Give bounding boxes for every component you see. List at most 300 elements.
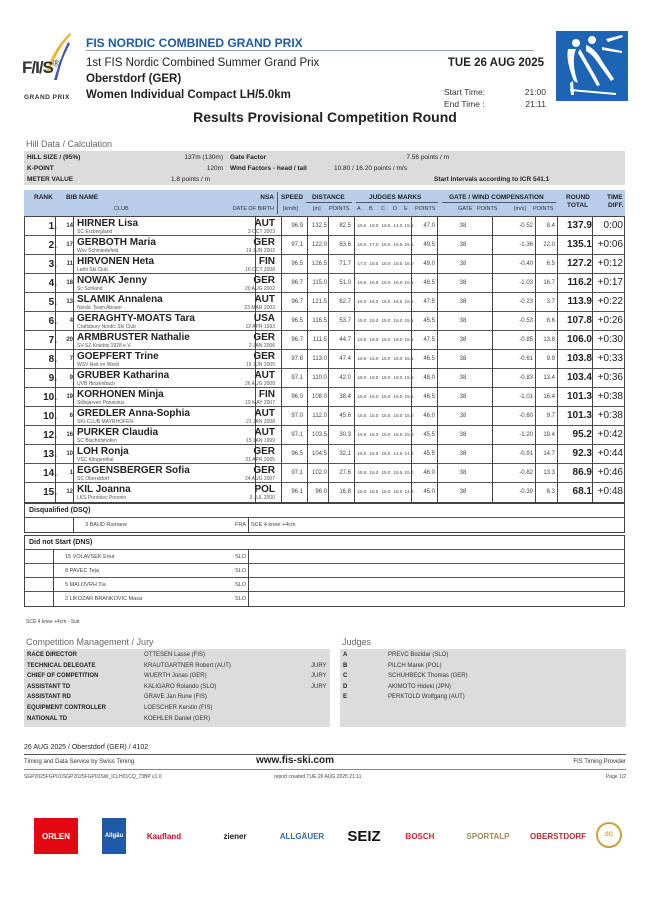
dsq-reason: SCE 4 knee +4cm — [251, 522, 296, 528]
dns-row — [25, 592, 624, 606]
judge-mark-d: 16.0 — [393, 337, 403, 342]
gate-factor-value: 7.56 points / m — [406, 154, 449, 161]
judges-points-cell: 46.0 — [423, 413, 435, 419]
judge-mark-c: 15.0 — [381, 394, 391, 399]
judge-mark-d: 16.0 — [393, 375, 403, 380]
speed-cell: 96.9 — [291, 223, 303, 229]
dns-nsa: SLO — [235, 554, 247, 560]
athlete-name: GRUBER Katharina — [77, 370, 170, 381]
table-row — [25, 407, 624, 426]
col-wind-points: POINTS — [533, 206, 554, 212]
judge-mark-e: 16.5 — [404, 242, 414, 247]
sponsor-logo-allgu: Allgäu — [102, 818, 126, 854]
rank-cell: 3. — [48, 259, 57, 270]
sponsor-logo-orlen: ORLEN — [34, 818, 78, 854]
wind-points-cell: 16.7 — [543, 280, 555, 286]
judges-box — [340, 649, 626, 727]
distance-points-cell: 82.5 — [339, 223, 351, 229]
footnote: SCE 4 knee +4cm - Suit — [26, 619, 80, 625]
club-name: LKS Poroniec Poronin — [77, 495, 127, 501]
col-round-total-2: TOTAL — [567, 202, 589, 209]
judge-name: PREVC Bozidar (SLO) — [388, 652, 449, 658]
club-name: SC Erzbergland — [77, 229, 113, 235]
wind-cell: -1.36 — [519, 242, 533, 248]
athlete-name: GERBOTH Maria — [77, 237, 156, 248]
judge-mark-b: 15.5 — [369, 451, 379, 456]
competition-date: TUE 26 AUG 2025 — [447, 57, 544, 69]
jury-role: EQUIPMENT CONTROLLER — [27, 705, 106, 711]
nsa-code: POL — [254, 484, 275, 495]
date-of-birth: 24 AUG 2007 — [244, 476, 275, 482]
jury-row — [27, 673, 333, 683]
sponsor-logo-sportalp: SPORTALP — [466, 831, 510, 841]
round-total-cell: 107.8 — [566, 315, 592, 326]
bib-cell: 17 — [66, 242, 73, 248]
date-of-birth: 19 MAY 2007 — [245, 400, 275, 406]
time-diff-cell: +0:26 — [597, 315, 623, 326]
event-name: 1st FIS Nordic Combined Summer Grand Prix — [86, 57, 320, 69]
date-of-birth: 12 APR 1993 — [245, 324, 275, 330]
rank-cell: 12. — [43, 430, 57, 441]
wind-points-cell: 3.7 — [546, 299, 555, 305]
jury-row — [27, 684, 333, 694]
judge-name: AKIMOTO Hideki (JPN) — [388, 683, 451, 690]
distance-points-cell: 53.7 — [339, 318, 351, 324]
results-table — [24, 216, 625, 503]
judge-mark-b: 15.5 — [369, 489, 379, 494]
dns-title: Did not Start (DNS) — [25, 536, 624, 550]
athlete-name: NOWAK Jenny — [77, 275, 148, 286]
bib-cell: 12 — [66, 489, 73, 495]
club-name: Wsv Schmiedefeld — [77, 248, 119, 254]
footer-event-line: 26 AUG 2025 / Oberstdorf (GER) / 4102 — [24, 744, 149, 751]
judge-letter: A — [343, 652, 348, 658]
venue: Oberstdorf (GER) — [86, 73, 182, 85]
speed-cell: 96.5 — [291, 451, 303, 457]
judge-mark-d: 14.0 — [393, 223, 403, 228]
time-diff-cell: +0:46 — [597, 467, 623, 478]
round-total-cell: 135.1 — [566, 239, 592, 250]
timing-provider: FIS Timing Provider — [573, 759, 626, 765]
judge-row — [343, 684, 629, 694]
grand-prix-label: GRAND PRIX — [24, 94, 70, 101]
judge-mark-e: 15.0 — [404, 375, 414, 380]
club-name: Lahti Ski Club — [77, 267, 108, 273]
dns-row — [25, 578, 624, 592]
distance-cell: 110.0 — [312, 375, 327, 381]
club-name: SKI-CLUB MAYRHOFEN — [77, 419, 134, 425]
judge-mark-a: 15.5 — [357, 413, 367, 418]
distance-points-cell: 63.6 — [339, 242, 351, 248]
judges-points-cell: 49.0 — [423, 261, 435, 267]
doc-code: SGP2025FGP01\SGP2025FGP01SW_ICLH01CQ_73BP v1.0 — [24, 774, 162, 780]
dns-section — [24, 535, 625, 607]
gate-cell: 38 — [459, 223, 467, 229]
judge-mark-b: 17.0 — [369, 242, 379, 247]
rank-cell: 14. — [43, 468, 57, 479]
nsa-code: AUT — [254, 218, 275, 229]
judge-mark-a: 15.0 — [357, 394, 367, 399]
jury-member-name: KOEHLER Daniel (GER) — [144, 715, 211, 722]
wind-points-cell: 9.9 — [546, 356, 555, 362]
col-gate-points: POINTS — [477, 206, 498, 212]
jury-role: CHIEF OF COMPETITION — [27, 673, 99, 680]
bib-cell: 10 — [66, 451, 73, 457]
rank-cell: 7. — [48, 335, 57, 346]
distance-cell: 132.5 — [311, 223, 327, 229]
bib-cell: 19 — [66, 394, 73, 400]
date-of-birth: 2 JAN 2006 — [248, 343, 275, 349]
distance-points-cell: 38.4 — [339, 394, 351, 400]
judge-mark-c: 15.0 — [381, 470, 391, 475]
nsa-code: AUT — [254, 408, 275, 419]
jury-member-name: WUERTH Jonas (GER) — [144, 673, 207, 680]
sponsor-logo-kaufland: Kaufland — [146, 831, 182, 841]
table-row — [25, 483, 624, 502]
nsa-code: AUT — [254, 370, 275, 381]
wind-cell: -0.23 — [519, 299, 533, 305]
judges-points-cell: 47.5 — [423, 337, 435, 343]
judge-name: SCHUHBECK Thomas (GER) — [388, 673, 468, 680]
round-total-cell: 116.2 — [567, 277, 592, 288]
jury-row — [27, 652, 333, 662]
speed-cell: 96.7 — [291, 337, 303, 343]
report-title: Results Provisional Competition Round — [193, 109, 457, 125]
bib-cell: 20 — [66, 337, 73, 343]
jury-role: TECHNICAL DELEGATE — [27, 662, 96, 669]
distance-cell: 113.0 — [312, 356, 327, 362]
judge-mark-d: 16.5 — [393, 261, 403, 266]
rank-cell: 8. — [48, 354, 57, 365]
speed-cell: 96.7 — [291, 280, 303, 286]
gate-cell: 38 — [459, 280, 467, 286]
judge-mark-e: 15.5 — [404, 299, 414, 304]
club-name: SC Oberstdorf — [77, 476, 109, 482]
nsa-code: FIN — [258, 256, 275, 267]
speed-cell: 96.0 — [291, 394, 303, 400]
distance-points-cell: 42.0 — [339, 375, 351, 381]
judge-mark-e: 15.5 — [404, 318, 414, 323]
distance-cell: 96.0 — [315, 489, 327, 495]
round-total-cell: 68.1 — [572, 486, 592, 497]
dsq-section — [24, 503, 625, 533]
date-of-birth: 20 AUG 2002 — [244, 286, 275, 292]
judges-section-label: Judges — [342, 637, 372, 647]
athlete-name: HIRVONEN Heta — [77, 256, 155, 267]
athlete-name: KORHONEN Minja — [77, 389, 164, 400]
k-point-value: 120m — [206, 165, 223, 172]
speed-cell: 96.5 — [291, 318, 303, 324]
judge-mark-b: 16.0 — [369, 223, 379, 228]
time-diff-cell: +0:48 — [597, 486, 623, 497]
gate-cell: 38 — [459, 394, 467, 400]
distance-points-cell: 44.7 — [339, 337, 351, 343]
jury-row — [27, 663, 333, 673]
jury-member-name: LOESCHER Kerstin (FIS) — [144, 705, 213, 711]
col-gate-wind: GATE / WIND COMPENSATION — [449, 194, 544, 201]
judges-points-cell: 45.5 — [423, 318, 435, 324]
hill-size-label: HILL SIZE / (95%) — [27, 154, 81, 161]
col-time-diff: TIME — [607, 194, 623, 201]
judge-mark-e: 15.0 — [404, 413, 414, 418]
judge-mark-e: 14.5 — [404, 451, 414, 456]
bib-cell: 4 — [69, 318, 73, 324]
judge-mark-a: 15.5 — [357, 451, 367, 456]
col-judges-marks: JUDGES MARKS — [369, 194, 422, 201]
bib-cell: 7 — [69, 356, 73, 362]
speed-cell: 97.1 — [291, 242, 303, 248]
judges-points-cell: 45.5 — [423, 432, 435, 438]
jury-role: ASSISTANT RD — [27, 694, 71, 701]
col-judge-c: C — [381, 206, 385, 212]
judge-mark-a: 16.5 — [357, 280, 367, 285]
competition-name: Women Individual Compact LH/5.0km — [86, 89, 291, 101]
date-of-birth: 9 JUL 2000 — [249, 495, 275, 501]
meter-value-label: METER VALUE — [27, 176, 74, 183]
sponsor-logo-sc: SC — [596, 822, 622, 848]
speed-cell: 96.7 — [291, 299, 303, 305]
time-diff-cell: +0:42 — [597, 429, 623, 440]
judge-mark-a: 15.0 — [357, 318, 367, 323]
wind-cell: -1.03 — [519, 280, 533, 286]
table-row — [25, 236, 624, 255]
judge-mark-c: 16.5 — [381, 242, 391, 247]
judge-mark-e: 15.5 — [404, 394, 414, 399]
table-row — [25, 464, 624, 483]
wind-points-cell: 14.7 — [543, 451, 555, 457]
jury-tag: JURY — [311, 683, 327, 690]
judge-mark-d: 16.5 — [393, 242, 403, 247]
judges-points-cell: 49.5 — [423, 242, 435, 248]
wind-cell: -0.53 — [519, 318, 533, 324]
dns-nsa: SLO — [235, 582, 247, 588]
judge-mark-a: 16.0 — [357, 299, 367, 304]
col-speed-unit: [km/h] — [283, 206, 298, 212]
judge-mark-a: 15.5 — [357, 223, 367, 228]
col-club: CLUB — [114, 206, 129, 212]
judge-name: PERKTOLD Wolfgang (AUT) — [388, 694, 465, 701]
title-divider — [86, 50, 534, 51]
jury-box — [24, 649, 330, 727]
jury-row — [27, 694, 333, 704]
dns-athlete: 8 PAVEC Teja — [65, 568, 99, 574]
jury-member-name: KALIGARO Rolando (SLO) — [144, 683, 217, 690]
sponsor-logo-allguer: ALLGÄUER — [279, 831, 325, 841]
judge-mark-d: 16.0 — [393, 318, 403, 323]
judge-mark-a: 16.5 — [357, 242, 367, 247]
table-row — [25, 426, 624, 445]
bib-cell: 1 — [69, 470, 73, 476]
club-name: WSV Reit im Winkl — [77, 362, 119, 368]
distance-points-cell: 45.6 — [339, 413, 351, 419]
jury-member-name: OTTESEN Lasse (FIS) — [144, 652, 206, 658]
gate-cell: 38 — [459, 337, 467, 343]
judge-mark-a: 15.5 — [357, 432, 367, 437]
distance-points-cell: 30.3 — [339, 432, 351, 438]
athlete-name: LOH Ronja — [77, 446, 129, 457]
judge-mark-b: 16.5 — [369, 261, 379, 266]
bib-cell: 13 — [66, 299, 73, 305]
judge-mark-b: 16.0 — [369, 394, 379, 399]
results-table-header — [24, 190, 625, 216]
col-wind: [m/s] — [514, 206, 526, 212]
judges-points-cell: 48.5 — [423, 280, 435, 286]
date-of-birth: 21 APR 2005 — [245, 457, 275, 463]
gate-factor-label: Gate Factor — [230, 154, 267, 161]
distance-points-cell: 32.1 — [339, 451, 351, 457]
jury-role: NATIONAL TD — [27, 715, 68, 722]
wind-points-cell: 6.3 — [546, 489, 555, 495]
dsq-title: Disqualified (DSQ) — [25, 504, 624, 518]
round-total-cell: 101.3 — [566, 391, 592, 402]
speed-cell: 97.1 — [291, 470, 303, 476]
col-judge-d: D — [393, 206, 397, 212]
sponsor-logo-ziener: ziener — [223, 831, 247, 841]
gate-cell: 38 — [459, 470, 467, 476]
col-speed: SPEED — [281, 194, 304, 201]
athlete-name: EGGENSBERGER Sofia — [77, 465, 190, 476]
wind-cell: -0.60 — [519, 413, 533, 419]
judge-mark-c: 15.0 — [381, 318, 391, 323]
bib-cell: 16 — [66, 432, 73, 438]
col-round-total: ROUND — [566, 194, 590, 201]
distance-cell: 112.0 — [312, 413, 327, 419]
judge-mark-d: 16.5 — [393, 299, 403, 304]
gate-cell: 38 — [459, 375, 467, 381]
bib-cell: 18 — [66, 280, 73, 286]
judge-mark-c: 15.0 — [381, 432, 391, 437]
gate-cell: 38 — [459, 318, 467, 324]
col-bib-name: BIB NAME — [66, 194, 99, 201]
bib-cell: 9 — [69, 375, 73, 381]
judge-mark-e: 15.5 — [404, 223, 414, 228]
wind-factors-label: Wind Factors - head / tail — [230, 165, 307, 172]
date-of-birth: 19 JUN 2002 — [245, 248, 275, 254]
dns-athlete: 2 LIKOZAR BRANKOVIC Masa — [65, 596, 143, 602]
round-total-cell: 103.4 — [566, 372, 592, 383]
fis-website-link[interactable]: www.fis-ski.com — [256, 755, 334, 766]
judge-mark-b: 16.5 — [369, 375, 379, 380]
bib-cell: 14 — [66, 223, 73, 229]
nsa-code: USA — [253, 313, 275, 324]
judges-points-cell: 45.5 — [423, 451, 435, 457]
judge-mark-c: 15.0 — [381, 356, 391, 361]
wind-points-cell: 13.4 — [543, 375, 555, 381]
judge-mark-e: 15.0 — [404, 432, 414, 437]
round-total-cell: 86.9 — [572, 467, 592, 478]
judge-mark-e: 14.0 — [404, 489, 414, 494]
col-gate: GATE — [458, 206, 473, 212]
athlete-name: KIL Joanna — [77, 484, 131, 495]
judge-mark-b: 15.0 — [369, 432, 379, 437]
time-diff-cell: +0:17 — [597, 277, 623, 288]
gate-cell: 38 — [459, 451, 467, 457]
table-row — [25, 274, 624, 293]
judge-mark-b: 15.0 — [369, 356, 379, 361]
time-diff-cell: +0:12 — [597, 258, 623, 269]
wind-points-cell: 13.3 — [543, 470, 555, 476]
wind-points-cell: 16.4 — [543, 394, 555, 400]
wind-points-cell: 8.6 — [546, 318, 555, 324]
col-dob: DATE OF BIRTH — [232, 206, 274, 212]
judges-points-cell: 46.5 — [423, 356, 435, 362]
speed-cell: 97.1 — [291, 432, 303, 438]
wind-cell: -0.85 — [519, 337, 533, 343]
athlete-name: PURKER Claudia — [77, 427, 159, 438]
time-diff-cell: +0:30 — [597, 334, 623, 345]
distance-points-cell: 71.7 — [339, 261, 351, 267]
wind-cell: -0.83 — [519, 375, 533, 381]
judge-mark-c: 15.0 — [381, 489, 391, 494]
distance-points-cell: 27.6 — [339, 470, 351, 476]
rank-cell: 9. — [48, 373, 57, 384]
col-time-diff-2: DIFF. — [608, 202, 624, 209]
nsa-code: GER — [253, 237, 275, 248]
judge-mark-d: 16.0 — [393, 413, 403, 418]
wind-cell: -0.61 — [519, 356, 533, 362]
rank-cell: 6. — [48, 316, 57, 327]
time-diff-cell: +0:44 — [597, 448, 623, 459]
round-total-cell: 101.3 — [566, 410, 592, 421]
jury-row — [27, 716, 333, 726]
sponsor-logo-bosch: BOSCH — [405, 831, 435, 841]
rank-cell: 15. — [43, 487, 57, 498]
rank-cell: 13. — [43, 449, 57, 460]
club-name: Craftsbury Nordic Ski Club — [77, 324, 136, 330]
club-name: SC Bischofshofen — [77, 438, 117, 444]
judge-mark-d: 16.0 — [393, 356, 403, 361]
page-header — [0, 0, 650, 130]
judge-row — [343, 694, 629, 704]
wind-points-cell: 22.0 — [543, 242, 555, 248]
judge-mark-d: 16.0 — [393, 394, 403, 399]
judge-letter: B — [343, 662, 348, 669]
jury-member-name: KRAUTGARTNER Robert (AUT) — [144, 662, 231, 669]
col-judge-e: E — [404, 206, 408, 212]
judge-mark-d: 15.5 — [393, 470, 403, 475]
distance-cell: 115.0 — [312, 280, 327, 286]
gate-cell: 38 — [459, 299, 467, 305]
judge-mark-b: 16.0 — [369, 299, 379, 304]
judge-mark-c: 16.0 — [381, 261, 391, 266]
judge-mark-d: 14.5 — [393, 451, 403, 456]
wind-cell: -0.91 — [519, 451, 533, 457]
wind-points-cell: 13.8 — [543, 337, 555, 343]
dsq-nsa: FRA — [235, 522, 246, 528]
distance-cell: 126.5 — [311, 261, 327, 267]
wind-points-cell: 8.4 — [546, 223, 555, 229]
hill-size-value: 137m (130m) — [184, 154, 223, 161]
distance-cell: 104.5 — [311, 451, 327, 457]
dns-row — [25, 550, 624, 564]
date-of-birth: 15 JAN 1999 — [246, 438, 275, 444]
athlete-name: GREDLER Anna-Sophia — [77, 408, 190, 419]
athlete-name: HIRNER Lisa — [77, 218, 139, 229]
bib-cell: 11 — [66, 261, 73, 267]
speed-cell: 97.6 — [291, 356, 303, 362]
fis-grand-prix-logo — [20, 30, 80, 105]
hill-data-box — [24, 151, 625, 185]
col-judge-b: B — [369, 206, 373, 212]
distance-cell: 116.5 — [312, 318, 327, 324]
judge-mark-e: 15.5 — [404, 337, 414, 342]
speed-cell: 97.0 — [291, 413, 303, 419]
judge-mark-b: 16.5 — [369, 280, 379, 285]
judge-mark-c: 15.5 — [381, 413, 391, 418]
round-total-cell: 113.9 — [567, 296, 592, 307]
table-row — [25, 255, 624, 274]
gate-cell: 38 — [459, 261, 467, 267]
